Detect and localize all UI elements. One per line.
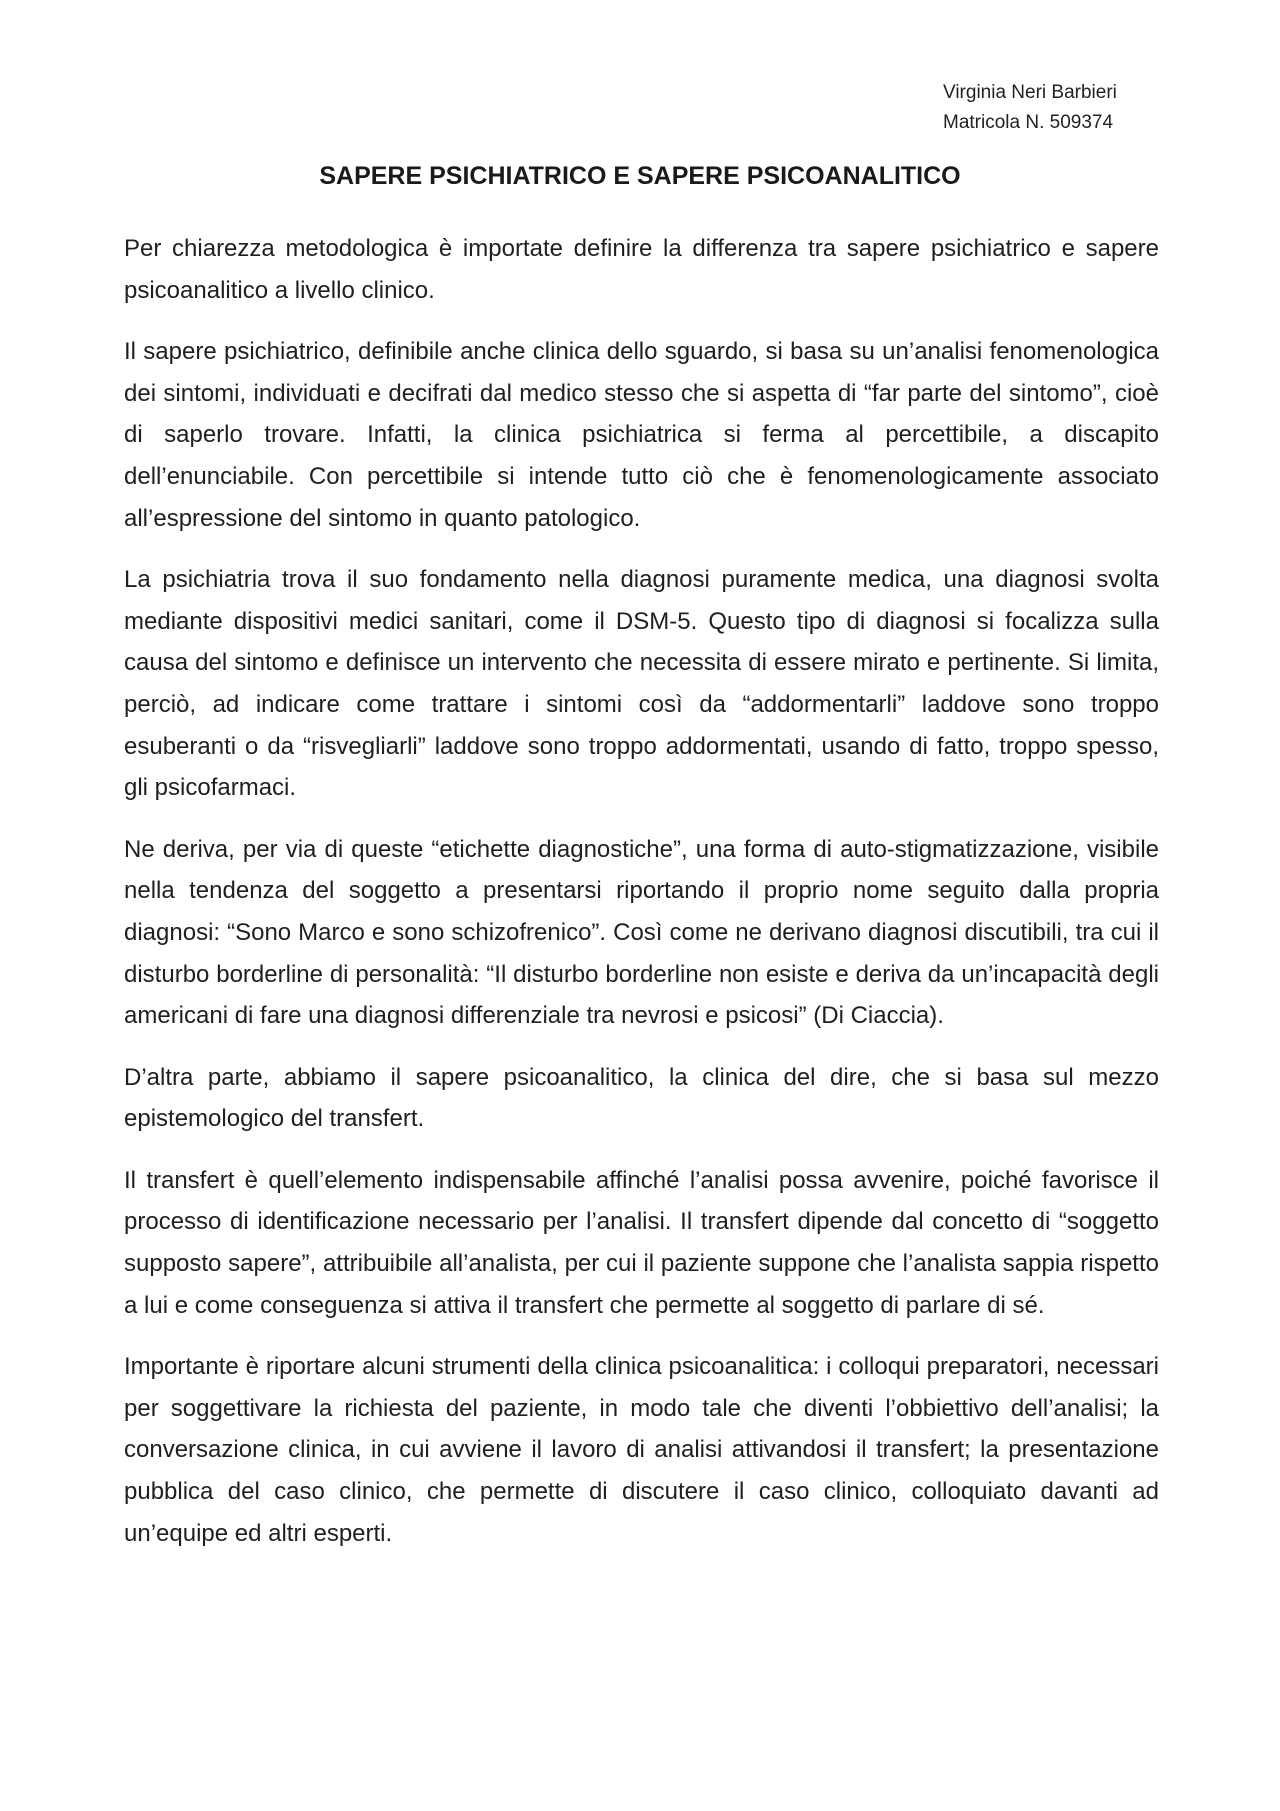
document-body xyxy=(124,228,1159,1574)
paragraph-2: Il sapere psichiatrico, definibile anche clinica dello sguardo, si basa su un’analisi fenomenologica dei sintomi, individuati e decifrati dal medico stesso che si aspetta di “far parte del sintomo”, cioè di saperlo trovare. Infatti, la clinica psichiatrica si ferma al percettibile, a discapito dell’enunciabile. Con percettibile si intende tutto ciò che è fenomenologicamente associato all’espressione del sintomo in quanto patologico. xyxy=(124,338,1159,532)
paragraph-5: D’altra parte, abbiamo il sapere psicoanalitico, la clinica del dire, che si basa sul mezzo epistemologico del transfert. xyxy=(124,1063,1159,1133)
student-id: Matricola N. 509374 xyxy=(943,112,1114,133)
document-title: SAPERE PSICHIATRICO E SAPERE PSICOANALITICO xyxy=(319,162,961,190)
author-block xyxy=(943,78,1117,138)
paragraph-1: Per chiarezza metodologica è importate definire la differenza tra sapere psichiatrico e sapere psicoanalitico a livello clinico. xyxy=(124,235,1159,304)
paragraph-3: La psichiatria trova il suo fondamento nella diagnosi puramente medica, una diagnosi svolta mediante dispositivi medici sanitari, come il DSM-5. Questo tipo di diagnosi si focalizza sulla causa del sintomo e definisce un intervento che necessita di essere mirato e pertinente. Si limita, perciò, ad indicare come trattare i sintomi così da “addormentarli” laddove sono troppo esuberanti o da “risvegliarli” laddove sono troppo addormentati, usando di fatto, troppo spesso, gli psicofarmaci. xyxy=(124,566,1159,802)
paragraph-4: Ne deriva, per via di queste “etichette diagnostiche”, una forma di auto-stigmatizzazione, visibile nella tendenza del soggetto a presentarsi riportando il proprio nome seguito dalla propria diagnosi: “Sono Marco e sono schizofrenico”. Così come ne derivano diagnosi discutibili, tra cui il disturbo borderline di personalità: “Il disturbo borderline non esiste e deriva da un’incapacità degli americani di fare una diagnosi differenziale tra nevrosi e psicosi” (Di Ciaccia). xyxy=(124,835,1159,1030)
paragraph-6: Il transfert è quell’elemento indispensabile affinché l’analisi possa avvenire, poiché favorisce il processo di identificazione necessario per l’analisi. Il transfert dipende dal concetto di “soggetto supposto sapere”, attribuibile all’analista, per cui il paziente suppone che l’analista sappia rispetto a lui e come conseguenza si attiva il transfert che permette al soggetto di parlare di sé. xyxy=(124,1166,1159,1319)
author-name: Virginia Neri Barbieri xyxy=(943,82,1117,103)
paragraph-7: Importante è riportare alcuni strumenti della clinica psicoanalitica: i colloqui preparatori, necessari per soggettivare la richiesta del paziente, in modo tale che diventi l’obbiettivo dell’analisi; la conversazione clinica, in cui avviene il lavoro di analisi attivandosi il transfert; la presentazione pubblica del caso clinico, che permette di discutere il caso clinico, colloquiato davanti ad un’equipe ed altri esperti. xyxy=(124,1353,1159,1547)
